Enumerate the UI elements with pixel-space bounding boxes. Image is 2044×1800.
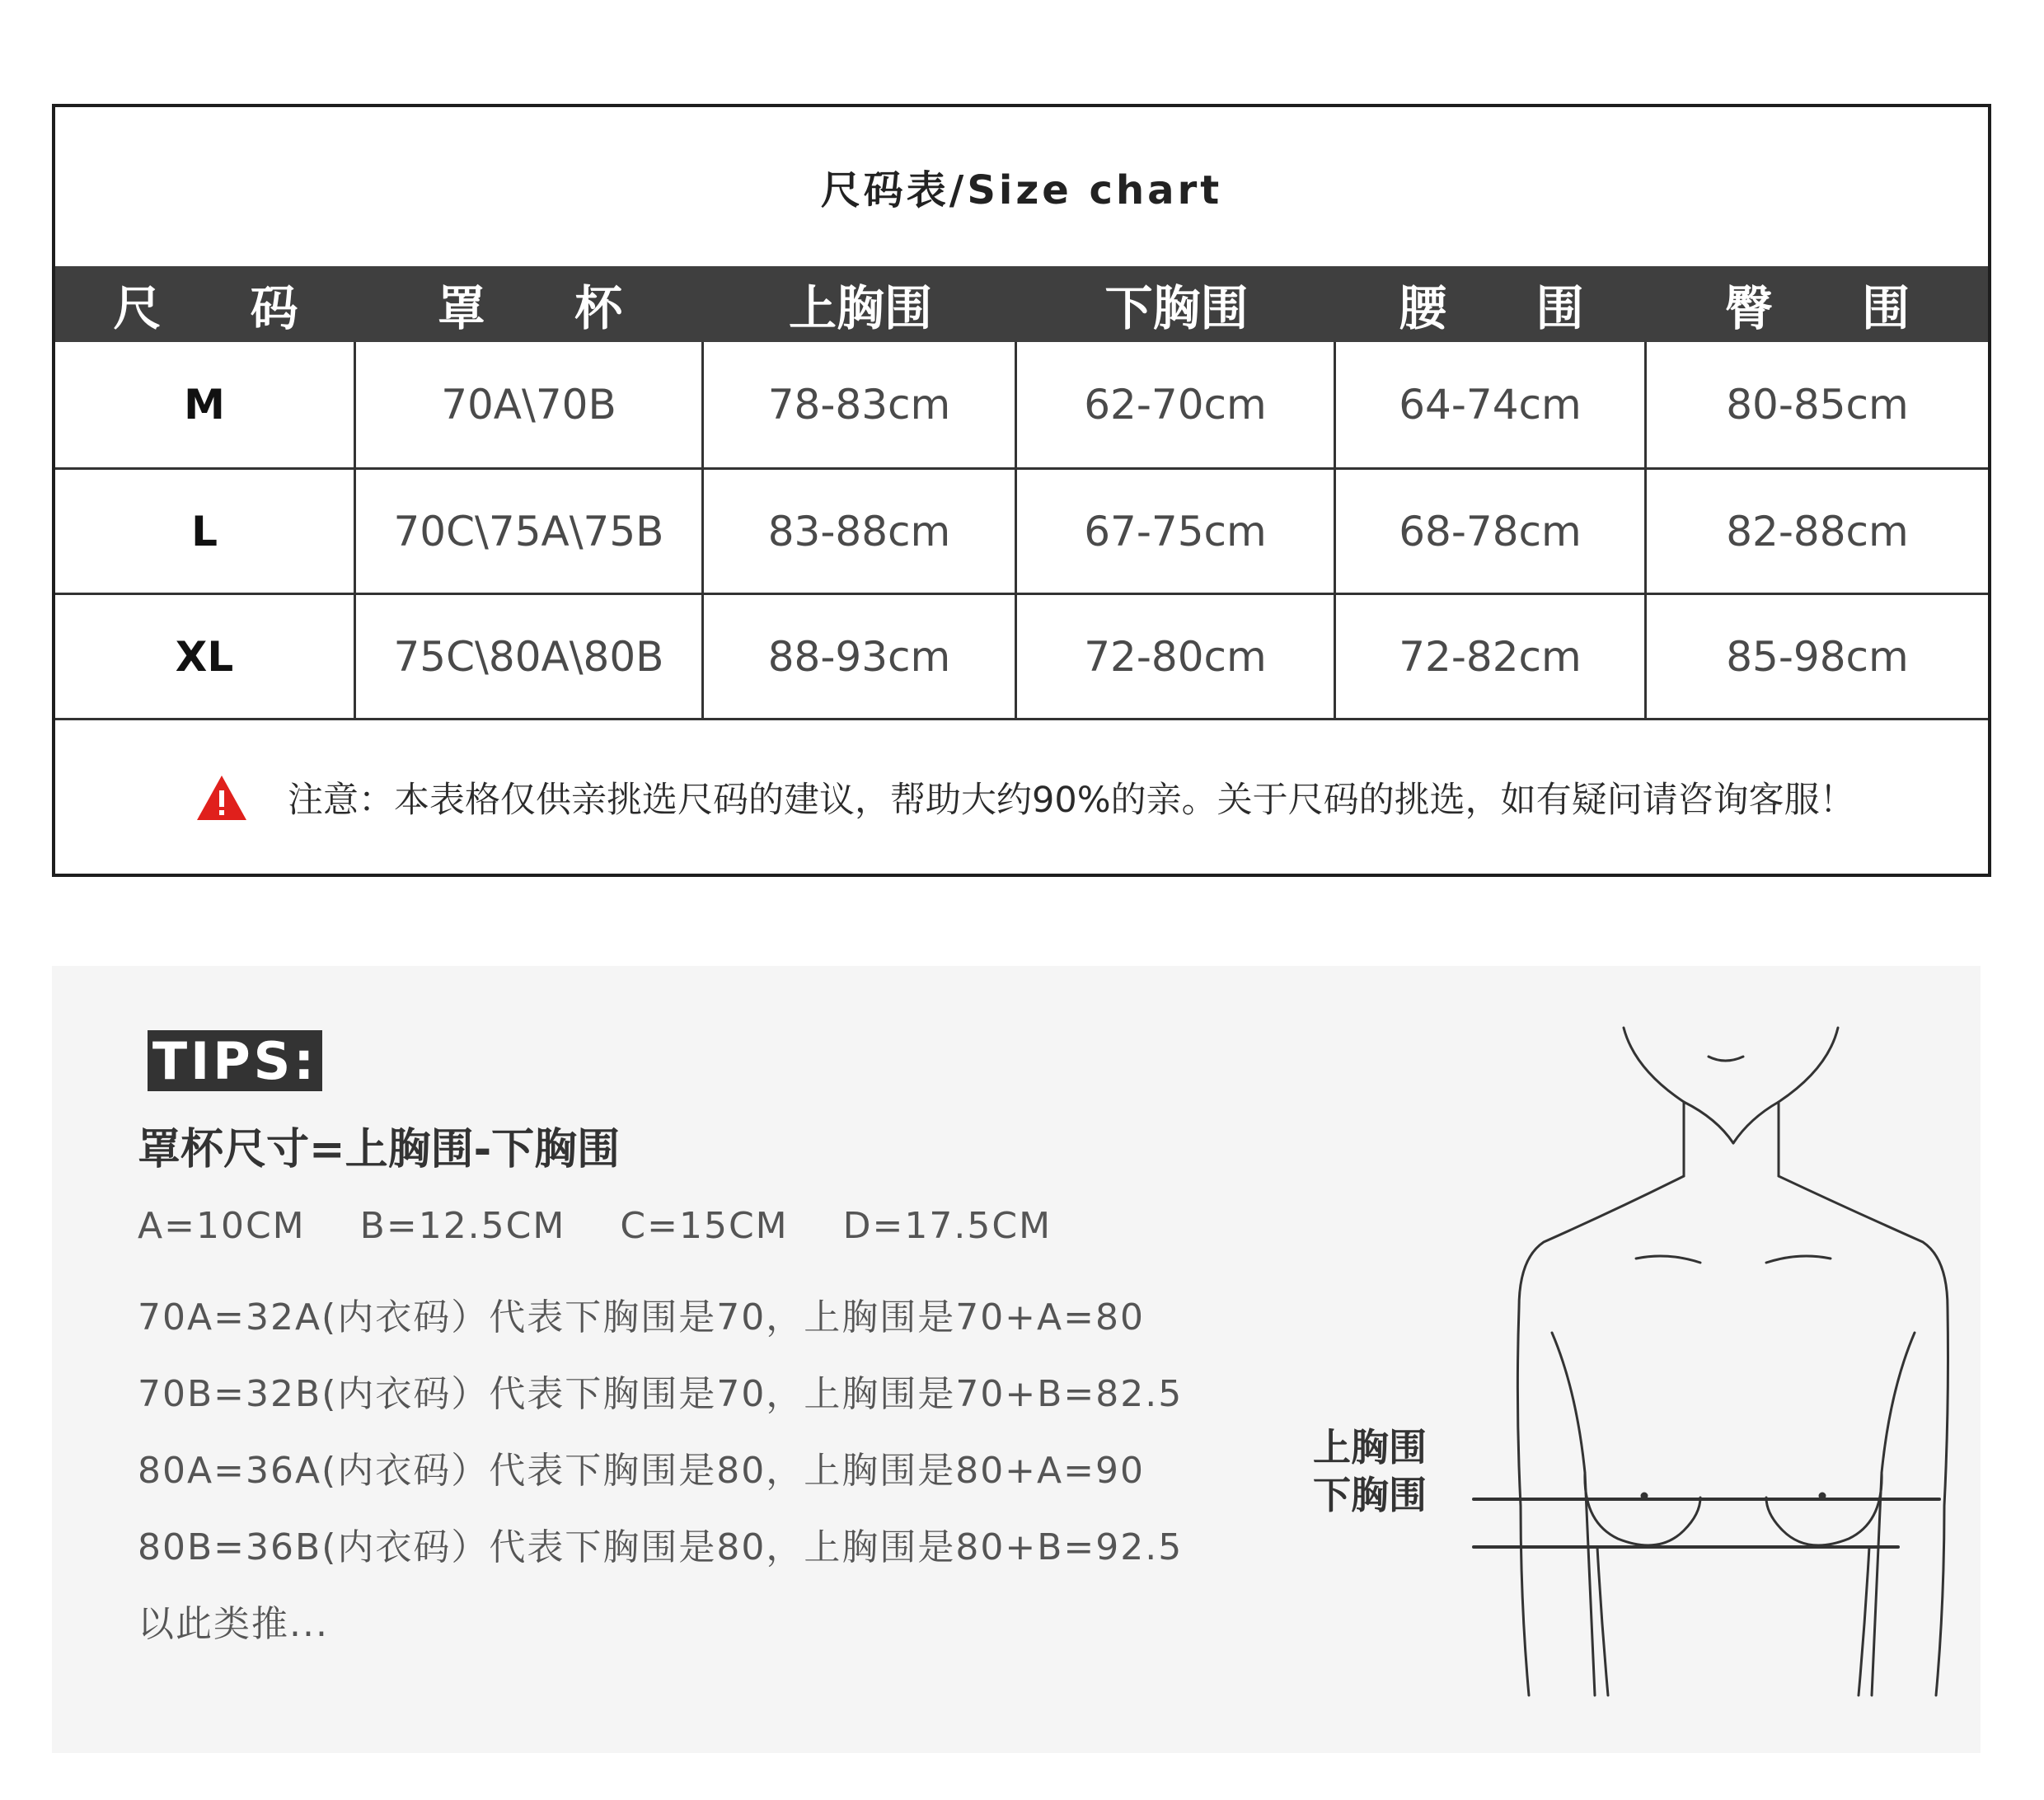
cell-cup: 75C\80A\80B (356, 595, 704, 718)
torso-illustration (1272, 1011, 1964, 1720)
cup-value: C=15CM (620, 1205, 789, 1247)
cell-cup: 70C\75A\75B (356, 470, 704, 593)
cell-waist: 64-74cm (1336, 342, 1647, 467)
example-list (138, 1275, 1183, 1658)
cell-underbust: 62-70cm (1017, 342, 1336, 467)
cup-value: D=17.5CM (842, 1205, 1052, 1247)
cell-cup: 70A\70B (356, 342, 704, 467)
table-header-row (55, 266, 1988, 342)
table-row (55, 595, 1988, 720)
header-cup: 罩 杯 (437, 280, 659, 336)
cell-bust: 88-93cm (704, 595, 1017, 718)
cup-values (138, 1205, 1052, 1247)
underbust-label: 下胸围 (1313, 1473, 1427, 1517)
cell-waist: 72-82cm (1336, 595, 1647, 718)
table-body (55, 342, 1988, 720)
cell-hip: 80-85cm (1726, 381, 1909, 429)
cell-size: XL (55, 595, 356, 718)
cup-value: A=10CM (138, 1205, 306, 1247)
example-line: 80A=36A(内衣码）代表下胸围是80，上胸围是80+A=90 (138, 1449, 1146, 1492)
example-line: 以此类推... (138, 1602, 329, 1645)
note-text: 注意：本表格仅供亲挑选尺码的建议，帮助大约90%的亲。关于尺码的挑选，如有疑问请咨询客服！ (288, 780, 1855, 821)
cell-hip: 85-98cm (1726, 632, 1909, 681)
example-line: 70B=32B(内衣码）代表下胸围是70，上胸围是70+B=82.5 (138, 1372, 1184, 1415)
cell-waist: 68-78cm (1336, 470, 1647, 593)
cup-value: B=12.5CM (359, 1205, 566, 1247)
cell-underbust: 67-75cm (1017, 470, 1336, 593)
header-hip: 臀 围 (1724, 280, 1947, 336)
table-row (55, 470, 1988, 595)
header-waist: 腰 围 (1399, 280, 1620, 336)
header-bust: 上胸围 (788, 280, 932, 336)
cell-size: L (55, 470, 356, 593)
example-line: 70A=32A(内衣码）代表下胸围是70，上胸围是70+A=80 (138, 1296, 1146, 1338)
cell-underbust: 72-80cm (1017, 595, 1336, 718)
bust-label: 上胸围 (1313, 1425, 1427, 1470)
cell-bust: 78-83cm (704, 342, 1017, 467)
chart-title: 尺码表/Size chart (820, 167, 1223, 213)
tips-panel (52, 966, 1981, 1753)
size-chart-table (52, 104, 1991, 877)
size-note (55, 721, 1988, 874)
header-underbust: 下胸围 (1104, 280, 1249, 336)
cell-size: M (55, 342, 356, 467)
cell-hip: 82-88cm (1726, 507, 1909, 555)
warning-triangle-icon (195, 774, 248, 822)
header-size: 尺 码 (113, 280, 335, 336)
table-row (55, 342, 1988, 470)
cup-formula: 罩杯尺寸=上胸围-下胸围 (138, 1125, 621, 1174)
tips-badge: TIPS: (148, 1030, 322, 1091)
cell-bust: 83-88cm (704, 470, 1017, 593)
example-line: 80B=36B(内衣码）代表下胸围是80，上胸围是80+B=92.5 (138, 1526, 1184, 1568)
